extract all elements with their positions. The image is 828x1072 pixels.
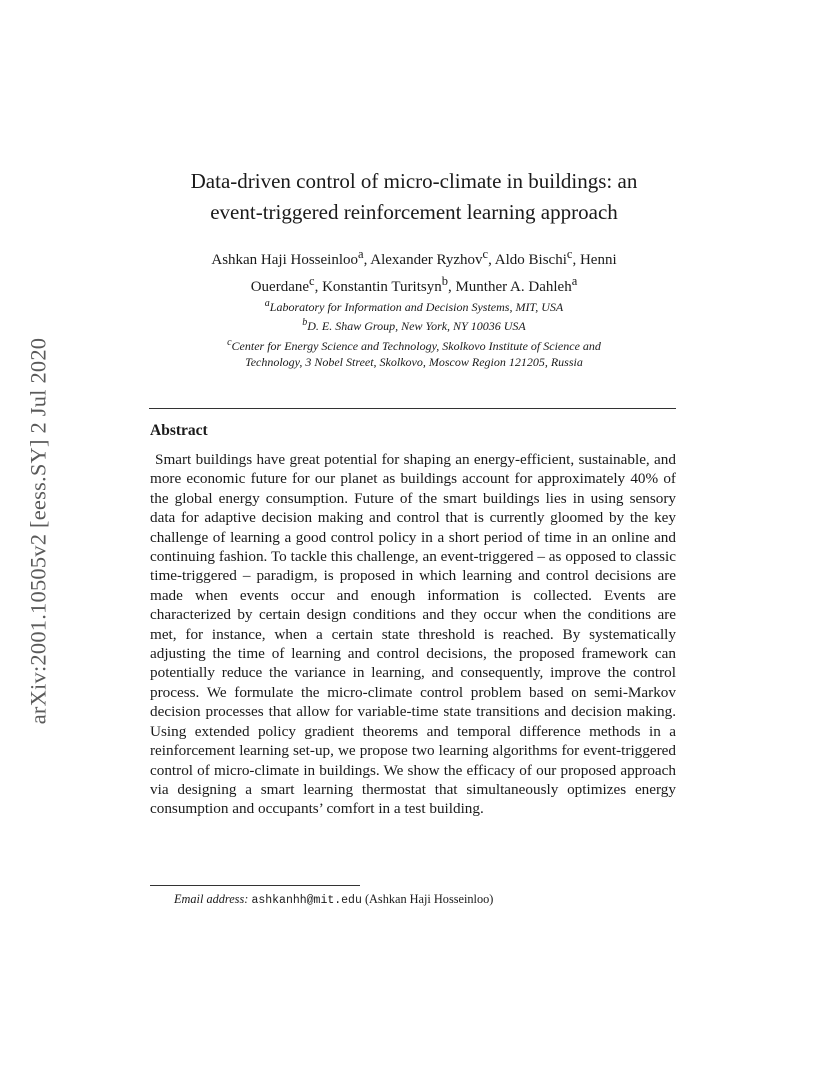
- affiliation-text: Center for Energy Science and Technology, Skolkovo Institute of Science and: [231, 338, 601, 353]
- paper-title: [0, 166, 828, 228]
- affiliation-mark: c: [227, 336, 232, 348]
- abstract-heading: Abstract: [150, 422, 208, 439]
- author-name: Konstantin Turitsyn: [322, 279, 442, 295]
- author-name: Henni: [579, 252, 617, 268]
- arxiv-identifier-text: arXiv:2001.10505v2 [eess.SY] 2 Jul 2020: [25, 337, 50, 725]
- abstract-top-rule: [149, 408, 676, 409]
- affiliation-b: [0, 315, 828, 334]
- abstract-body: [150, 450, 676, 819]
- affiliation-text: Laboratory for Information and Decision Systems, MIT, USA: [269, 300, 564, 314]
- affiliation-c-continued: Technology, 3 Nobel Street, Skolkovo, Moscow Region 121205, Russia: [245, 354, 583, 369]
- author-name: Munther A. Dahleh: [455, 279, 572, 295]
- author-affil-mark: a: [358, 247, 364, 261]
- affiliation-mark: b: [302, 317, 308, 329]
- title-line-2: event-triggered reinforcement learning approach: [210, 200, 618, 224]
- author-name: Alexander Ryzhov: [370, 252, 483, 268]
- author-affil-mark: c: [566, 247, 573, 261]
- author-line-1: Ashkan Haji Hosseinloo$^a$, Alexander Ryzhov$^c$, Aldo Bischi$^c$, Henni: [211, 247, 617, 268]
- author-affil-mark: a: [571, 274, 578, 288]
- author-affil-mark: c: [309, 274, 315, 288]
- affiliations: [0, 296, 828, 370]
- footnote-name: (Ashkan Haji Hosseinloo): [364, 892, 494, 906]
- author-affil-mark: b: [441, 274, 448, 288]
- affiliation-c: [0, 335, 828, 354]
- author-affil-mark: c: [482, 247, 489, 261]
- affiliation-mark: a: [264, 298, 270, 309]
- abstract-text: Smart buildings have great potential for shaping an energy-efficient, sustainable, and more economic future for our planet as buildings account for approximately 40% of the global energy consumption. Future of the smart buildings lies in using sensory data for adaptive decision making and control that is currently gloomed by the key challenge of learning a good control policy in a short period of time in an online and continuing fashion. To tackle this challenge, an event-triggered – as opposed to classic time-triggered – paradigm, is proposed in which learning and control decisions are made when events occur and enough information is collected. Events are characterized by certain design conditions and they occur when the conditions are met, for instance, when a certain state threshold is reached. By systematically adjusting the time of learning and control decisions, the proposed framework can potentially reduce the variance in learning, and consequently, improve the control process. We formulate the micro-climate control problem based on semi-Markov decision processes that allow for variable-time state transitions and decision making. Using extended policy gradient theorems and temporal difference methods in a reinforcement learning set-up, we propose two learning algorithms for event-triggered control of micro-climate in buildings. We show the efficacy of our proposed approach via designing a smart learning thermostat that simultaneously optimizes energy consumption and occupants’ comfort in a test building.: [150, 451, 676, 818]
- email-link[interactable]: ashkanhh@mit.edu: [251, 894, 362, 907]
- affiliation-a: [0, 296, 828, 315]
- author-list: [0, 244, 828, 298]
- title-line-1: Data-driven control of micro-climate in buildings: an: [190, 169, 638, 193]
- author-name: Ouerdane: [250, 279, 310, 295]
- footnote-label: Email address:: [174, 892, 249, 906]
- footnote: [174, 891, 493, 909]
- footnote-rule: [150, 885, 360, 886]
- author-name: Ashkan Haji Hosseinloo: [211, 252, 359, 268]
- affiliation-text: D. E. Shaw Group, New York, NY 10036 USA: [307, 319, 526, 334]
- author-line-2: Ouerdane$^c$, Konstantin Turitsyn$^b$, Munther A. Dahleh$^a$: [250, 274, 578, 295]
- author-name: Aldo Bischi: [494, 252, 567, 268]
